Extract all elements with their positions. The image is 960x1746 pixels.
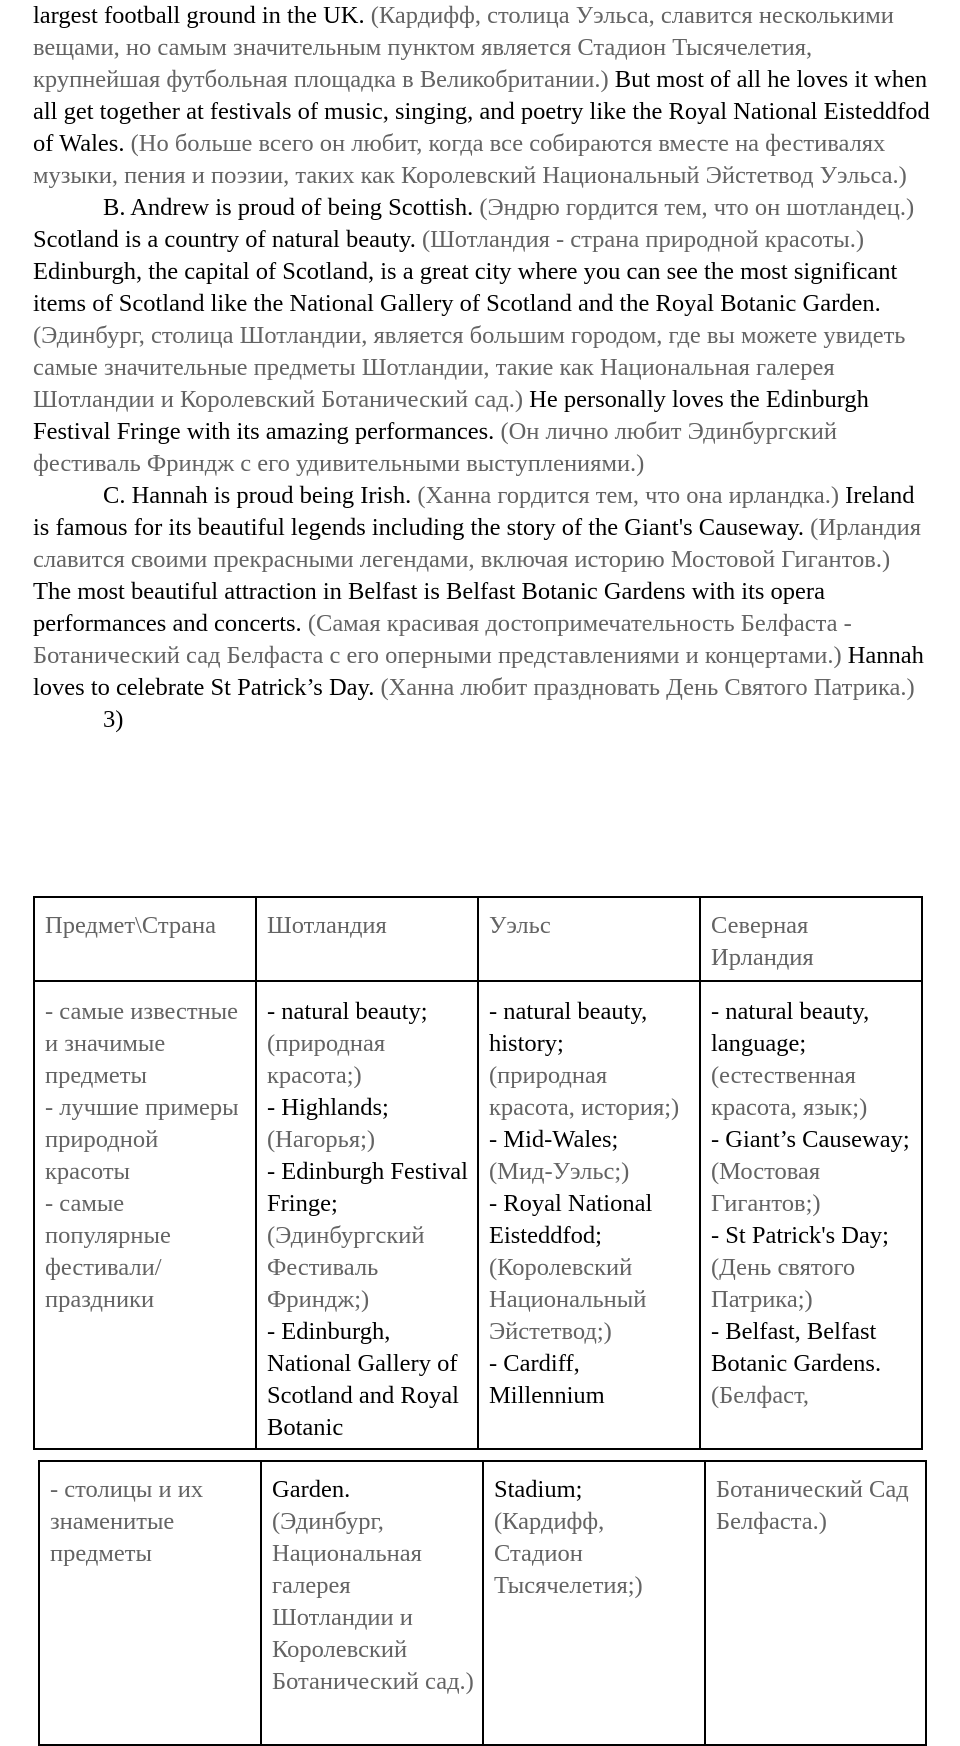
subject-capitals-cell: - столицы и их знаменитые предметы (39, 1461, 261, 1745)
russian-translation: (Эндрю гордится тем, что он шотландец.) (479, 194, 915, 221)
table-header-row (34, 897, 922, 981)
cell-english: - Belfast, Belfast Botanic Gardens. (711, 1318, 882, 1377)
russian-translation: (Кардифф, столица Уэльса, славится несколькими вещами, но самым значительным пунктом является Стадион Тысячелетия, крупнейшая футбольная площадка в Великобритании.) (33, 2, 894, 93)
russian-translation: (Самая красивая достопримечательность Белфаста - Ботанический сад Белфаста с его оперными представлениями и концертами.) (33, 610, 852, 669)
cell-russian: (естественная красота, язык;) (711, 1062, 868, 1121)
english-sentence: largest football ground in the UK. (33, 2, 365, 29)
cell-russian: (Эдинбургский Фестиваль Фриндж;) (267, 1222, 425, 1313)
subject-item: - самые популярные фестивали/праздники (45, 1190, 171, 1313)
cell-english: - natural beauty; (267, 998, 428, 1025)
cell-english: Stadium; (494, 1476, 583, 1503)
english-sentence: C. Hannah is proud being Irish. (103, 482, 412, 509)
russian-translation: (Ханна гордится тем, что она ирландка.) (417, 482, 839, 509)
section-number: 3) (103, 706, 124, 733)
cell-russian: (Кардифф, Стадион Тысячелетия;) (494, 1508, 643, 1599)
russian-translation: (Ирландия славится своими прекрасными легендами, включая историю Мостовой Гигантов.) (33, 514, 921, 573)
english-sentence: B. Andrew is proud of being Scottish. (103, 194, 474, 221)
cell-english: - Highlands; (267, 1094, 389, 1121)
subject-item: - лучшие примеры природной красоты (45, 1094, 239, 1185)
cell-english: - natural beauty, language; (711, 998, 870, 1057)
english-sentence: Scotland is a country of natural beauty. (33, 226, 416, 253)
northern-ireland-cell: Ботанический Сад Белфаста.) (705, 1461, 926, 1745)
cell-english: - natural beauty, history; (489, 998, 648, 1057)
header-subject-country: Предмет\Страна (34, 897, 256, 981)
northern-ireland-cell (700, 981, 922, 1449)
english-sentence: He personally loves the Edinburgh Festival Fringe with its amazing performances. (33, 386, 869, 445)
russian-translation: (Ханна любит праздновать День Святого Патрика.) (380, 674, 915, 701)
russian-translation: (Шотландия - страна природной красоты.) (421, 226, 865, 253)
document-body (33, 0, 933, 736)
cell-russian: (День святого Патрика;) (711, 1254, 856, 1313)
comparison-table (33, 896, 923, 1450)
scotland-cell (256, 981, 478, 1449)
cell-english: - Cardiff, Millennium (489, 1350, 605, 1409)
cell-english: Garden. (272, 1476, 351, 1503)
cell-russian: (природная красота, история;) (489, 1062, 680, 1121)
russian-translation: (Но больше всего он любит, когда все собираются вместе на фестивалях музыки, пения и поэзии, таких как Королевский Национальный Эйстетвод Уэльса.) (33, 130, 907, 189)
comparison-table-continued (38, 1460, 927, 1746)
subjects-cell (34, 981, 256, 1449)
table-row (34, 981, 922, 1449)
subject-item: - самые известные и значимые предметы (45, 998, 239, 1089)
cell-russian: (природная красота;) (267, 1030, 386, 1089)
wales-cell (478, 981, 700, 1449)
paragraph-c-hannah (33, 480, 933, 704)
scotland-cell (261, 1461, 483, 1745)
paragraph-b-andrew (33, 192, 933, 480)
russian-translation: (Он лично любит Эдинбургский фестиваль Фриндж с его удивительными выступлениями.) (33, 418, 837, 477)
cell-russian: (Белфаст, (711, 1382, 809, 1409)
cell-english: - Edinburgh, National Gallery of Scotland and Royal Botanic (267, 1318, 459, 1441)
english-sentence: The most beautiful attraction in Belfast is Belfast Botanic Gardens with its opera performances and concerts. (33, 578, 825, 637)
cell-english: - St Patrick's Day; (711, 1222, 889, 1249)
cell-english: - Giant’s Causeway; (711, 1126, 910, 1153)
cell-english: - Edinburgh Festival Fringe; (267, 1158, 468, 1217)
cell-english: - Royal National Eisteddfod; (489, 1190, 653, 1249)
wales-cell (483, 1461, 705, 1745)
russian-translation: (Эдинбург, столица Шотландии, является большим городом, где вы можете увидеть самые значительные предметы Шотландии, такие как Национальная галерея Шотландии и Королевский Ботанический сад.) (33, 322, 906, 413)
header-wales: Уэльс (478, 897, 700, 981)
header-scotland: Шотландия (256, 897, 478, 981)
english-sentence: Hannah loves to celebrate St Patrick’s Day. (33, 642, 924, 701)
english-sentence: But most of all he loves it when all get together at festivals of music, singing, and poetry like the Royal National Eisteddfod of Wales. (33, 66, 930, 157)
table-row (39, 1461, 926, 1745)
paragraph-wales-end (33, 0, 933, 192)
cell-russian: (Королевский Национальный Эйстетвод;) (489, 1254, 647, 1345)
english-sentence: Edinburgh, the capital of Scotland, is a great city where you can see the most significant items of Scotland like the National Gallery of Scotland and the Royal Botanic Garden. (33, 258, 898, 317)
cell-russian: (Эдинбург, Национальная галерея Шотландии и Королевский Ботанический сад.) (272, 1508, 474, 1695)
cell-english: - Mid-Wales; (489, 1126, 619, 1153)
cell-russian: (Нагорья;) (267, 1126, 376, 1153)
cell-russian: (Мид-Уэльс;) (489, 1158, 630, 1185)
english-sentence: Ireland is famous for its beautiful legends including the story of the Giant's Causeway. (33, 482, 915, 541)
cell-russian: (Мостовая Гигантов;) (711, 1158, 821, 1217)
header-northern-ireland: Северная Ирландия (700, 897, 922, 981)
